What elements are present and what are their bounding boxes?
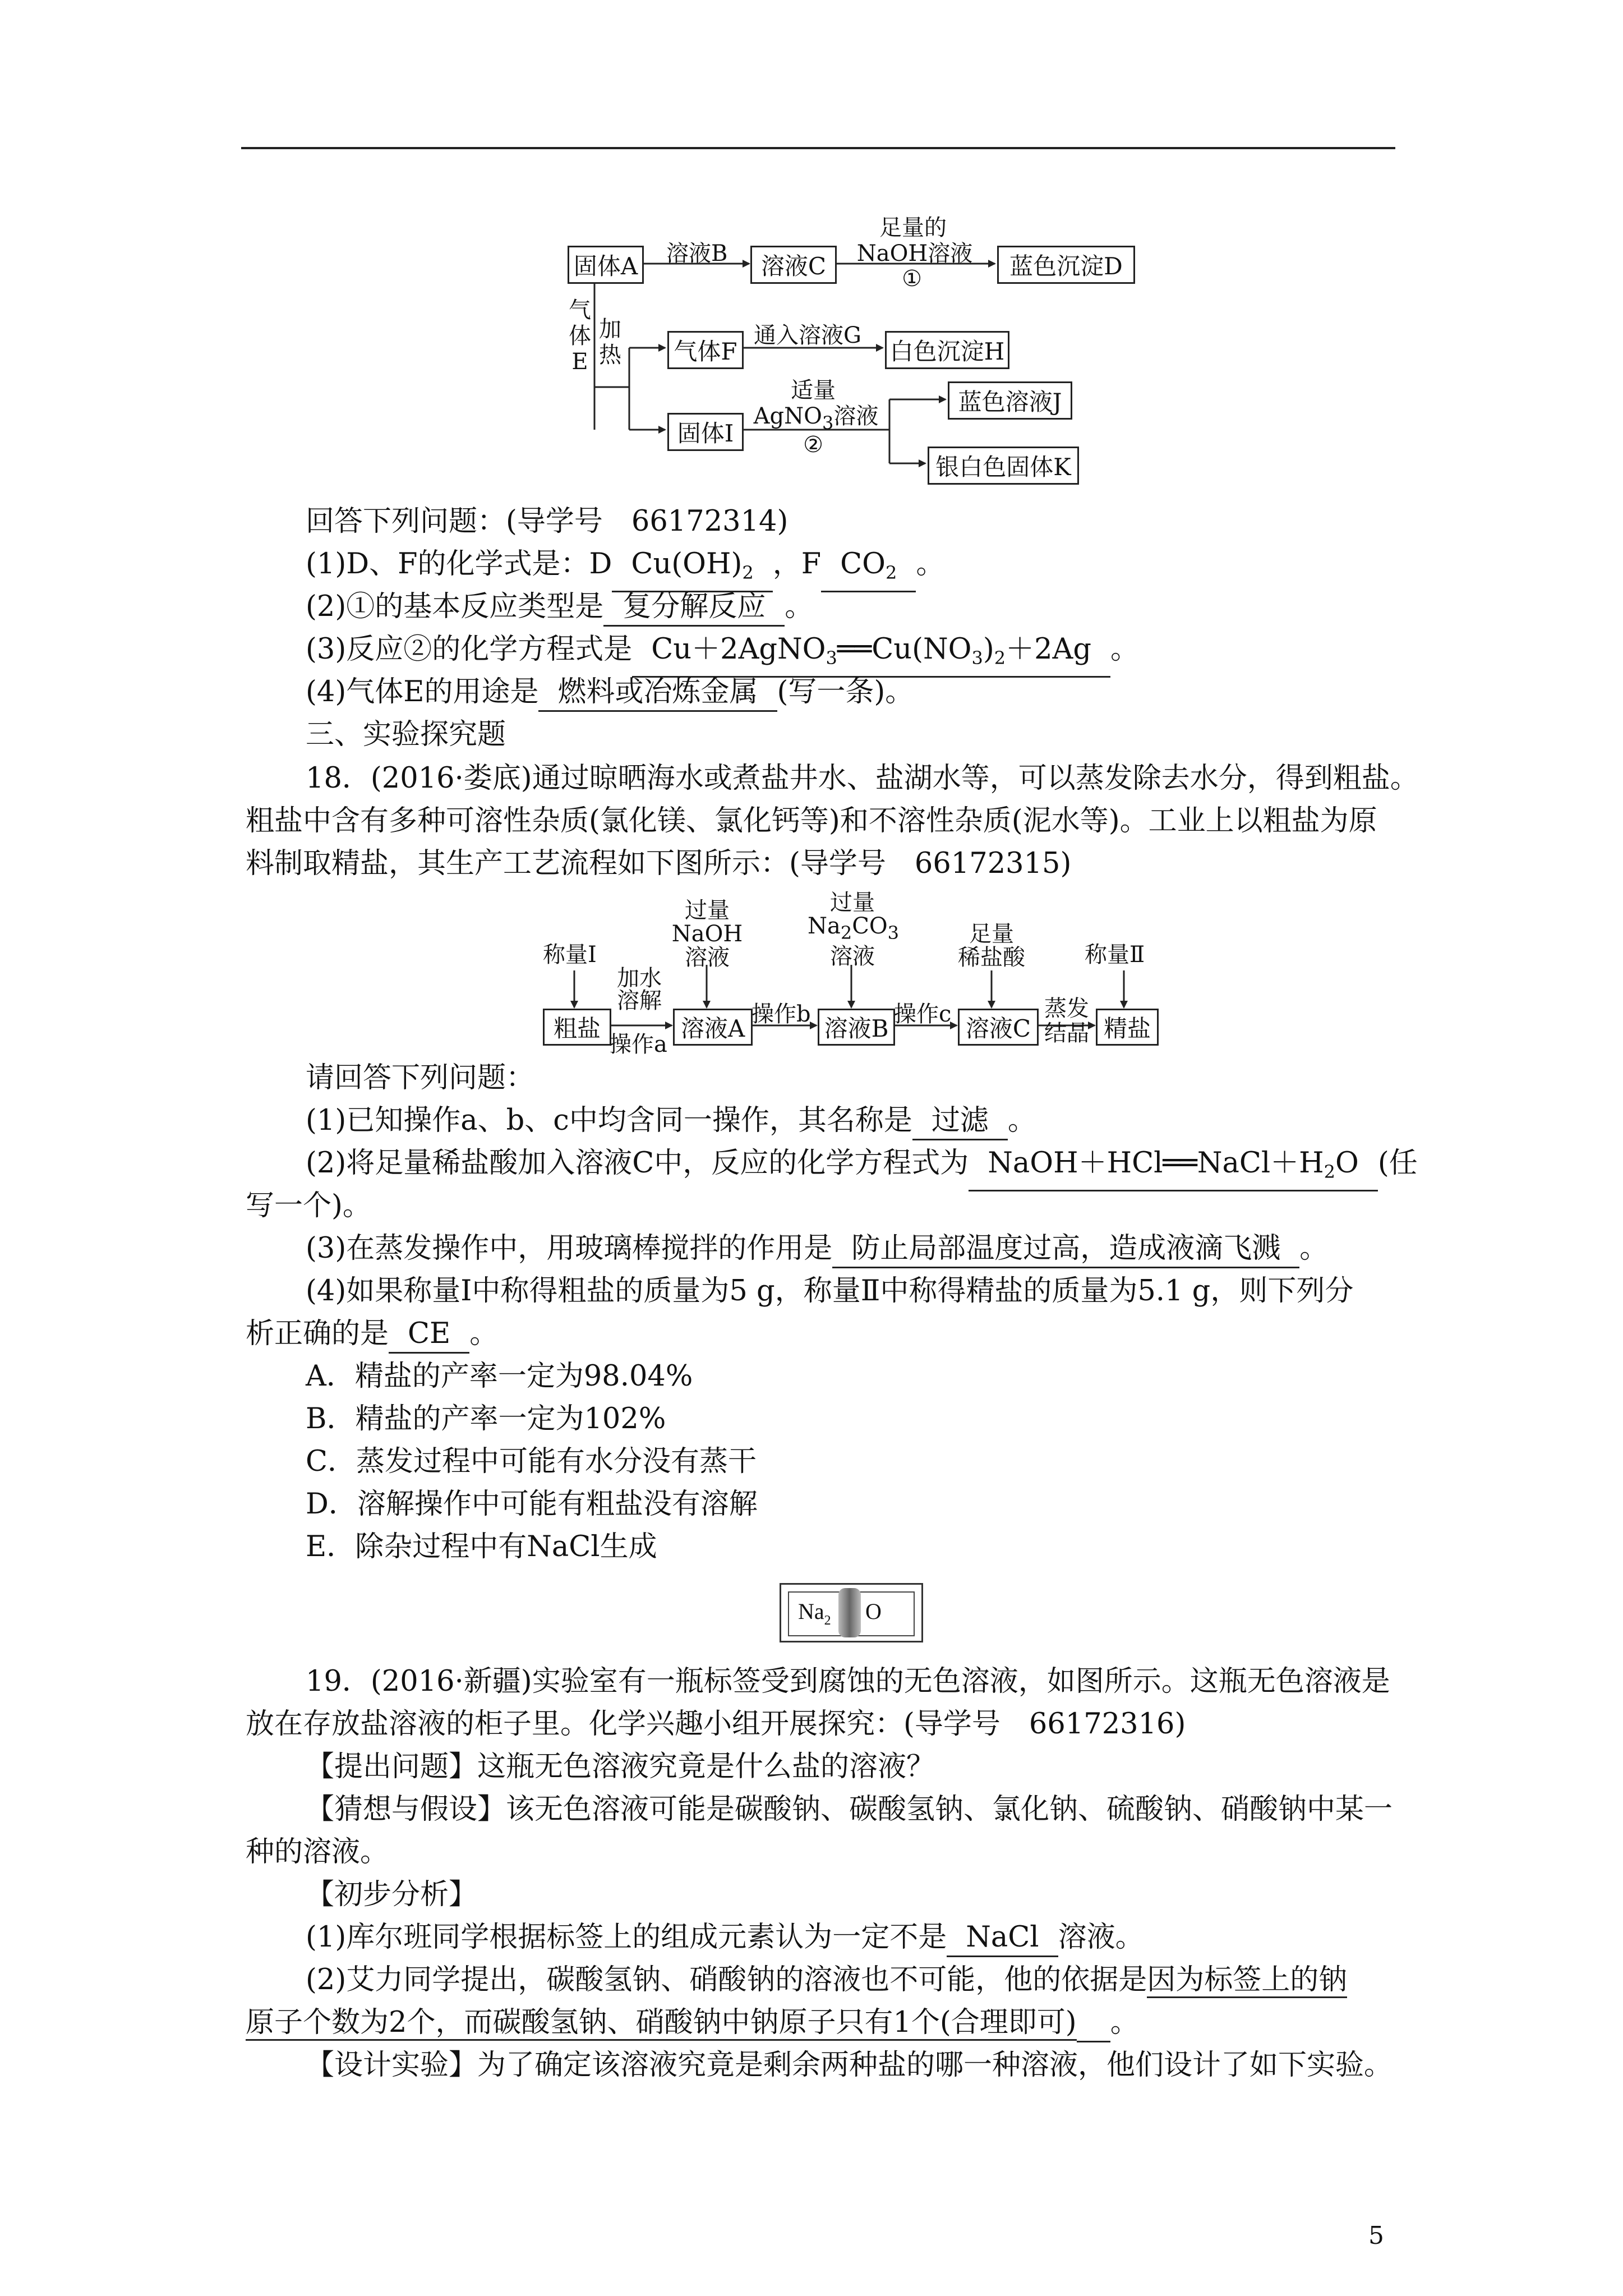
q19-analysis-heading: 【初步分析】 [306, 1878, 478, 1911]
weigh-1-label: 称量Ⅰ [543, 942, 597, 968]
q19-part2: (2)艾力同学提出，碳酸氢钠、硝酸钠的溶液也不可能，他的依据是因为标签上的钠 [306, 1958, 1347, 2003]
option-c: C．蒸发过程中可能有水分没有蒸干 [306, 1445, 757, 1478]
q18-part1: (1)已知操作a、b、c中均含同一操作，其名称是 过滤 。 [306, 1098, 1036, 1143]
q18-line1: 18．(2016·娄底)通过晾晒海水或煮盐井水、盐湖水等，可以蒸发除去水分，得到粗盐。 [306, 762, 1419, 795]
weigh-2-label: 称量Ⅱ [1085, 942, 1145, 968]
answer-choice: CE [389, 1316, 469, 1354]
q18-line2: 粗盐中含有多种可溶性杂质(氯化镁、氯化钙等)和不溶性杂质(泥水等)。工业上以粗盐为原 [246, 804, 1377, 838]
step-2-marker: ② [803, 432, 823, 458]
hcl-label: 足量 稀盐酸 [958, 921, 1025, 970]
q19-part2-cont: 原子个数为2个，而碳酸氢钠、硝酸钠中钠原子只有1个(合理即可) 。 [246, 2000, 1139, 2045]
operation-b-label: 操作b [751, 1001, 811, 1027]
answer-stirring-purpose: 防止局部温度过高，造成液滴飞溅 [832, 1231, 1299, 1268]
evaporate-label: 蒸发 结晶 [1044, 996, 1089, 1046]
q19-question: 【提出问题】这瓶无色溶液究竟是什么盐的溶液？ [306, 1750, 935, 1783]
solution-b: 溶液B [818, 1009, 895, 1046]
crude-salt: 粗盐 [543, 1009, 611, 1046]
agno3-label-1: 适量 [791, 378, 836, 403]
operation-c-label: 操作c [894, 1001, 952, 1027]
gas-e-label: 气 体 E [569, 297, 591, 375]
q18-part2-cont: 写一个)。 [246, 1189, 371, 1222]
option-b: B．精盐的产率一定为102% [306, 1402, 666, 1435]
answer-reaction-type: 复分解反应 [603, 589, 785, 627]
agno3-label-2: AgNO$_3$溶液 [753, 403, 879, 434]
answer-f: $CO_2$ [821, 546, 916, 592]
q17-part3: (3)反应②的化学方程式是 $Cu+2AgNO_3══Cu(NO_3)_2+2Ag$ 。 [306, 627, 1139, 678]
answer-reason-part1: 因为标签上的钠 [1147, 1963, 1347, 1998]
step-1-marker: ① [902, 266, 922, 292]
page-number: 5 [1368, 2221, 1384, 2250]
heat-label: 加 热 [599, 316, 621, 368]
blue-precipitate-d: 蓝色沉淀D [997, 246, 1135, 284]
answer-hcl-equation: $NaOH+HCl══NaCl+H_2O$ [969, 1145, 1378, 1191]
naoh-label-1: 足量的 [879, 215, 947, 241]
q19-design: 【设计实验】为了确定该溶液究竟是剩余两种盐的哪一种溶液，他们设计了如下实验。 [306, 2049, 1393, 2082]
q17-intro: 回答下列问题：(导学号 66172314) [306, 505, 789, 538]
corrosion-mark [838, 1588, 861, 1637]
q18-part3: (3)在蒸发操作中，用玻璃棒搅拌的作用是 防止局部温度过高，造成液滴飞溅 。 [306, 1226, 1328, 1271]
gas-f: 气体F [667, 331, 744, 369]
q18-part4-cont: 析正确的是 CE 。 [246, 1312, 498, 1356]
white-precipitate-h: 白色沉淀H [885, 331, 1009, 369]
naoh-label-2: NaOH溶液 [856, 241, 973, 266]
solution-b-label: 溶液B [666, 241, 728, 266]
silver-solid-k: 银白色固体K [928, 447, 1079, 485]
solid-i: 固体I [667, 413, 744, 451]
q19-hypothesis: 【猜想与假设】该无色溶液可能是碳酸钠、碳酸氢钠、氯化钠、硫酸钠、硝酸钠中某一 [306, 1793, 1393, 1826]
naoh-excess-label: 过量 NaOH 溶液 [671, 898, 743, 970]
answer-gas-e-use: 燃料或冶炼金属 [538, 674, 777, 712]
solution-c: 溶液C [750, 246, 837, 284]
q19-line1: 19．(2016·新疆)实验室有一瓶标签受到腐蚀的无色溶液，如图所示。这瓶无色溶液是 [306, 1665, 1390, 1698]
solution-a: 溶液A [673, 1009, 753, 1046]
solid-a: 固体A [568, 246, 644, 284]
q18-part4: (4)如果称量Ⅰ中称得粗盐的质量为5 g，称量Ⅱ中称得精盐的质量为5.1 g，则下列分 [306, 1274, 1354, 1308]
dissolve-label: 加水 溶解 [617, 965, 662, 1014]
q18-line3: 料制取精盐，其生产工艺流程如下图所示：(导学号 66172315) [246, 847, 1072, 880]
corroded-label-image [780, 1583, 923, 1642]
refined-salt: 精盐 [1096, 1009, 1159, 1046]
answer-not-salt: NaCl [947, 1920, 1058, 1957]
label-text-o: O [865, 1599, 882, 1624]
q19-hypothesis-cont: 种的溶液。 [246, 1835, 389, 1869]
q17-part4: (4)气体E的用途是 燃料或冶炼金属 (写一条)。 [306, 670, 914, 715]
answer-operation-name: 过滤 [912, 1103, 1008, 1140]
option-e: E．除杂过程中有NaCl生成 [306, 1530, 657, 1563]
solution-g-label: 通入溶液G [754, 323, 861, 348]
q18-ask: 请回答下列问题： [306, 1061, 535, 1094]
answer-equation-2: $Cu+2AgNO_3══Cu(NO_3)_2+2Ag$ [632, 632, 1110, 678]
section-3-heading: 三、实验探究题 [306, 718, 506, 751]
label-text-na: $Na_2$ [798, 1599, 831, 1628]
q17-part2: (2)①的基本反应类型是 复分解反应 。 [306, 585, 813, 629]
q19-part1: (1)库尔班同学根据标签上的组成元素认为一定不是 NaCl 溶液。 [306, 1915, 1144, 1960]
operation-a-label: 操作a [609, 1032, 667, 1057]
solution-c-flow: 溶液C [958, 1009, 1039, 1046]
q17-part1: (1)D、F的化学式是：D $Cu(OH)_2$ ，F $CO_2$ 。 [306, 542, 944, 592]
blue-solution-j: 蓝色溶液J [948, 381, 1072, 420]
option-a: A．精盐的产率一定为98.04% [306, 1360, 693, 1393]
q18-part2: (2)将足量稀盐酸加入溶液C中，反应的化学方程式为 $NaOH+HCl══NaCl+H_2O$ (任 [306, 1141, 1418, 1191]
answer-d: $Cu(OH)_2$ [612, 546, 772, 592]
answer-reason-part2: 原子个数为2个，而碳酸氢钠、硝酸钠中钠原子只有1个(合理即可) [246, 2006, 1077, 2041]
na2co3-excess-label: 过量 $Na_2CO_3$ 溶液 [808, 890, 899, 969]
q19-line2: 放在存放盐溶液的柜子里。化学兴趣小组开展探究：(导学号 66172316) [246, 1708, 1186, 1741]
option-d: D．溶解操作中可能有粗盐没有溶解 [306, 1488, 758, 1521]
